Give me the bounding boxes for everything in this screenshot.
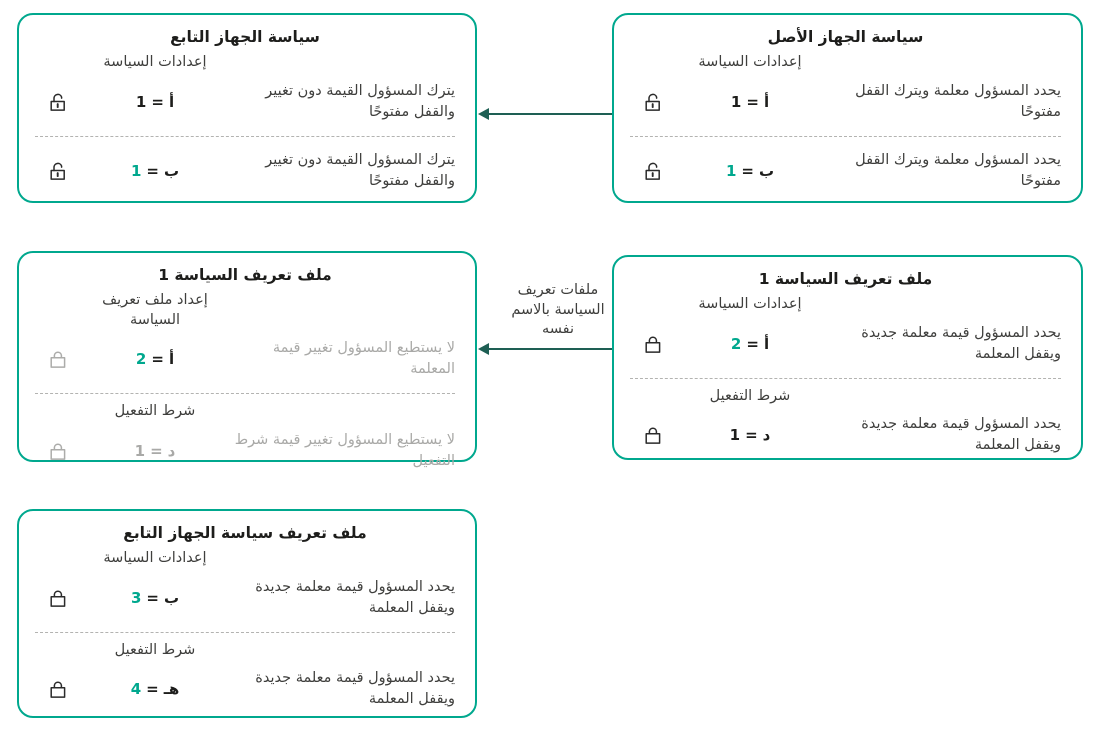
lock-closed-icon bbox=[35, 587, 81, 609]
box-policy-profile-1-parent bbox=[612, 255, 1083, 460]
section-header: إعدادات السياسة bbox=[698, 296, 802, 312]
param-value: 4 bbox=[130, 680, 142, 699]
lock-open-icon bbox=[630, 91, 676, 113]
equals-sign: = bbox=[146, 161, 159, 180]
section-header-row bbox=[630, 53, 1061, 73]
policy-row bbox=[630, 76, 1061, 128]
section-header-row bbox=[35, 402, 455, 422]
lock-open-icon bbox=[630, 160, 676, 182]
arrow-line bbox=[489, 348, 612, 351]
lock-open-icon bbox=[35, 91, 81, 113]
param-value: 3 bbox=[130, 588, 142, 607]
section-header-row bbox=[630, 387, 1061, 407]
section-header-row bbox=[630, 295, 1061, 315]
param-letter: ب bbox=[163, 588, 180, 607]
section-header: إعدادات السياسة bbox=[698, 54, 802, 70]
row-value bbox=[89, 162, 221, 180]
param-letter: أ bbox=[763, 334, 770, 353]
policy-row bbox=[630, 318, 1061, 370]
box-title: سياسة الجهاز الأصل bbox=[767, 28, 924, 46]
equals-sign: = bbox=[146, 680, 159, 699]
policy-row bbox=[35, 663, 455, 715]
section-header-row bbox=[35, 549, 455, 569]
row-description: لا يستطيع المسؤول تغيير قيمة شرط التفعيل bbox=[234, 431, 455, 469]
param-value: 2 bbox=[135, 350, 147, 369]
lock-closed-icon bbox=[35, 348, 81, 370]
dashed-divider bbox=[35, 136, 455, 137]
row-description: يحدد المسؤول قيمة معلمة جديدة ويقفل المعلمة bbox=[255, 670, 455, 708]
row-description: يحدد المسؤول قيمة معلمة جديدة ويقفل المعلمة bbox=[255, 578, 455, 616]
row-description: يترك المسؤول القيمة دون تغيير والقفل مفتوحًا bbox=[265, 151, 455, 189]
box-title: ملف تعريف سياسة الجهاز التابع bbox=[123, 524, 367, 542]
dashed-divider bbox=[630, 378, 1061, 379]
param-value: 2 bbox=[730, 334, 742, 353]
row-description: يترك المسؤول القيمة دون تغيير والقفل مفتوحًا bbox=[265, 82, 455, 120]
row-value bbox=[89, 680, 221, 698]
dashed-divider bbox=[35, 632, 455, 633]
lock-open-icon bbox=[35, 160, 81, 182]
param-value: 1 bbox=[725, 161, 737, 180]
param-letter: أ bbox=[168, 92, 175, 111]
arrow-head-left-icon bbox=[478, 108, 489, 120]
row-value bbox=[89, 589, 221, 607]
row-description: يحدد المسؤول معلمة ويترك القفل مفتوحًا bbox=[855, 151, 1061, 189]
lock-closed-icon bbox=[630, 424, 676, 446]
param-letter: أ bbox=[763, 92, 770, 111]
section-header-row bbox=[35, 53, 455, 73]
arrow-parent-profile-to-child-profile bbox=[478, 342, 612, 356]
box-child-device-policy bbox=[17, 13, 477, 203]
box-policy-profile-1-child bbox=[17, 251, 477, 469]
policy-row bbox=[35, 425, 455, 477]
param-value: 1 bbox=[130, 161, 142, 180]
equals-sign: = bbox=[150, 441, 163, 460]
param-value: 1 bbox=[730, 92, 742, 111]
policy-row bbox=[35, 145, 455, 197]
row-description: يحدد المسؤول قيمة معلمة جديدة ويقفل المعلمة bbox=[861, 324, 1061, 362]
param-value: 1 bbox=[134, 441, 146, 460]
param-letter: ب bbox=[758, 161, 775, 180]
lock-closed-icon bbox=[35, 678, 81, 700]
param-letter: هـ bbox=[163, 680, 180, 699]
equals-sign: = bbox=[151, 92, 164, 111]
section-header: إعداد ملف تعريف السياسة bbox=[102, 292, 208, 328]
section-header-row bbox=[35, 641, 455, 661]
section-header: شرط التفعيل bbox=[114, 641, 196, 658]
box-parent-device-policy bbox=[612, 13, 1083, 203]
lock-closed-icon bbox=[35, 440, 81, 462]
param-letter: د bbox=[762, 426, 771, 445]
equals-sign: = bbox=[746, 92, 759, 111]
dashed-divider bbox=[35, 393, 455, 394]
param-letter: د bbox=[167, 441, 176, 460]
equals-sign: = bbox=[146, 588, 159, 607]
section-header: شرط التفعيل bbox=[114, 403, 196, 420]
section-header: شرط التفعيل bbox=[709, 387, 791, 404]
arrow-head-left-icon bbox=[478, 343, 489, 355]
dashed-divider bbox=[630, 136, 1061, 137]
param-value: 1 bbox=[729, 426, 741, 445]
arrow-label-policy-profiles-same-name: ملفات تعريف السياسة بالاسم نفسه bbox=[511, 282, 605, 338]
row-value bbox=[89, 93, 221, 111]
row-value bbox=[89, 442, 221, 460]
box-title: ملف تعريف السياسة 1 bbox=[158, 266, 332, 284]
row-description: لا يستطيع المسؤول تغيير قيمة المعلمة bbox=[272, 340, 455, 378]
box-child-device-policy-profile bbox=[17, 509, 477, 718]
row-description: يحدد المسؤول معلمة ويترك القفل مفتوحًا bbox=[855, 82, 1061, 120]
equals-sign: = bbox=[745, 426, 758, 445]
arrow-parent-policy-to-child-policy bbox=[478, 107, 612, 121]
section-header: إعدادات السياسة bbox=[103, 550, 207, 566]
row-value bbox=[684, 162, 816, 180]
row-description: يحدد المسؤول قيمة معلمة جديدة ويقفل المعلمة bbox=[861, 416, 1061, 454]
param-letter: أ bbox=[168, 350, 175, 369]
policy-row bbox=[35, 572, 455, 624]
equals-sign: = bbox=[741, 161, 754, 180]
policy-row bbox=[630, 145, 1061, 197]
policy-row bbox=[630, 409, 1061, 461]
equals-sign: = bbox=[151, 350, 164, 369]
param-value: 1 bbox=[135, 92, 147, 111]
param-letter: ب bbox=[163, 161, 180, 180]
equals-sign: = bbox=[746, 334, 759, 353]
row-value bbox=[684, 93, 816, 111]
lock-closed-icon bbox=[630, 333, 676, 355]
policy-row bbox=[35, 333, 455, 385]
row-value bbox=[684, 426, 816, 444]
box-title: ملف تعريف السياسة 1 bbox=[758, 270, 933, 288]
box-title: سياسة الجهاز التابع bbox=[170, 28, 320, 46]
section-header: إعدادات السياسة bbox=[103, 54, 207, 70]
row-value bbox=[89, 350, 221, 368]
section-header-row bbox=[35, 291, 455, 330]
policy-row bbox=[35, 76, 455, 128]
row-value bbox=[684, 335, 816, 353]
arrow-line bbox=[489, 113, 612, 116]
